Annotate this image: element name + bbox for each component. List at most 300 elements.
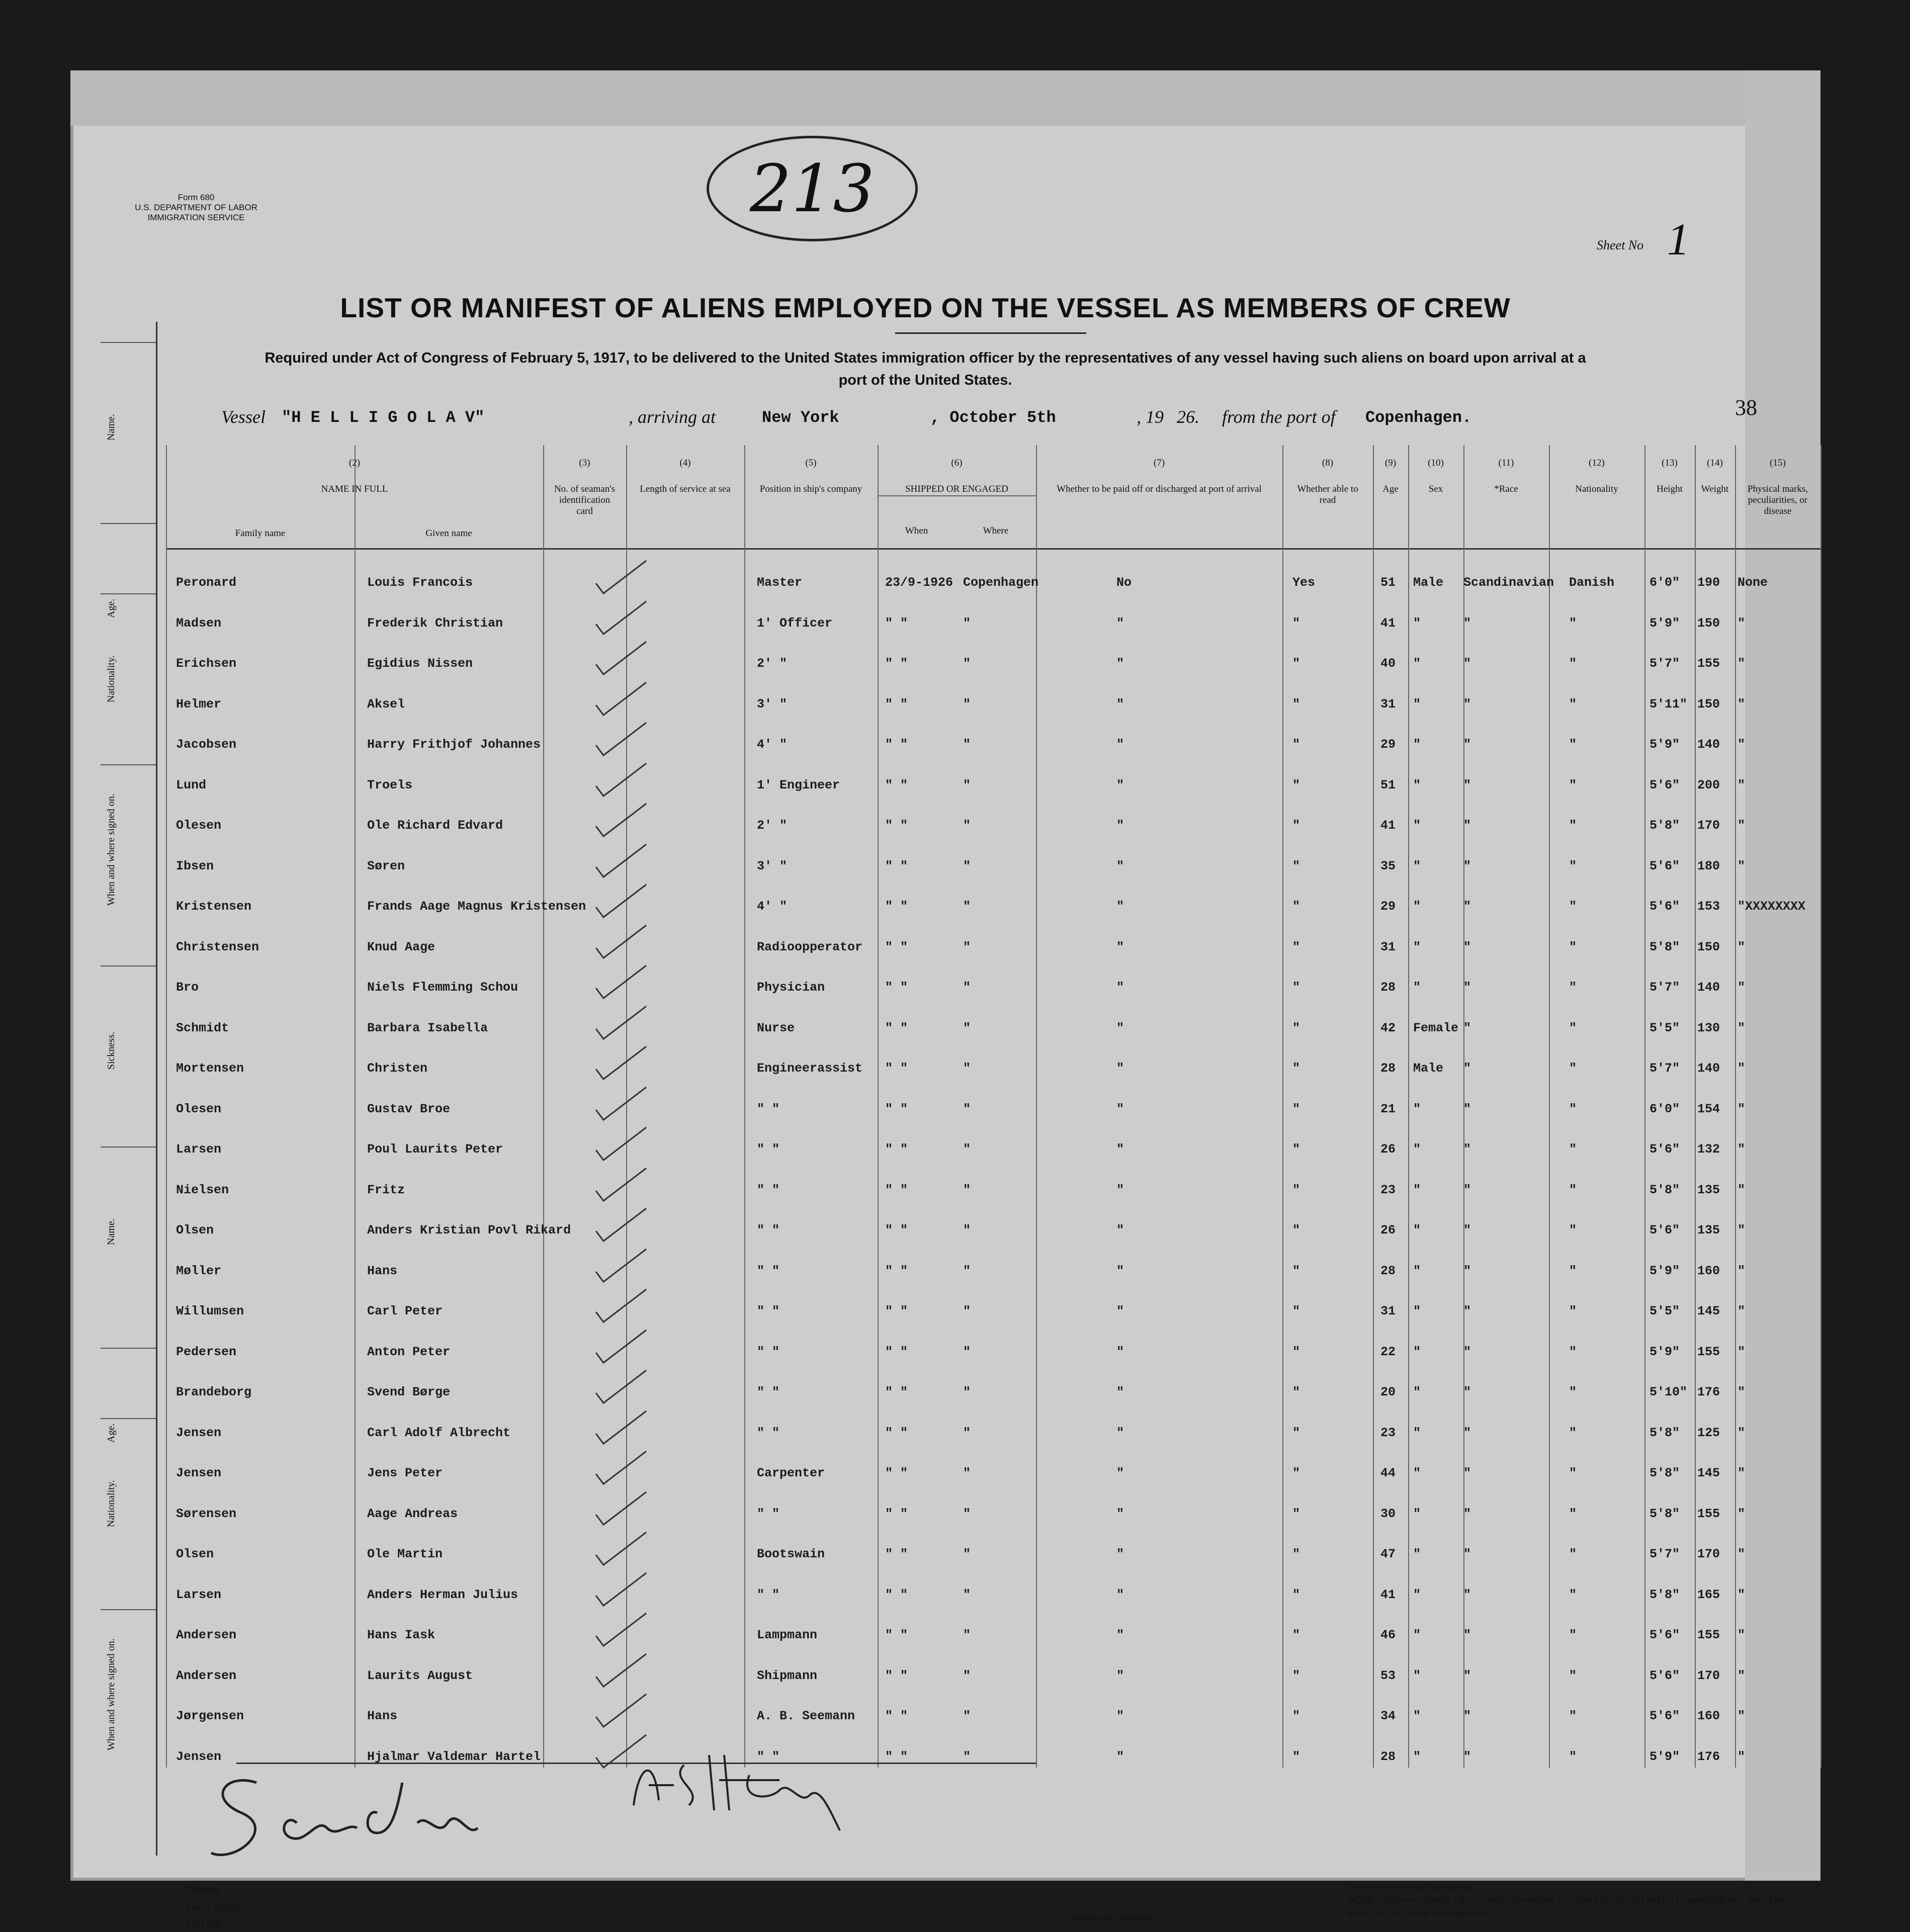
cell-paid: " <box>1116 818 1124 833</box>
cell-where: " <box>963 818 971 833</box>
cell-position: Shipmann <box>757 1668 818 1683</box>
strip-divider <box>101 965 156 967</box>
cell-read: " <box>1292 1263 1300 1278</box>
column-header <box>1695 458 1735 495</box>
cell-height: 5'7" <box>1649 656 1680 671</box>
check-mark-icon <box>593 1489 649 1530</box>
table-row <box>166 568 1820 598</box>
cell-nat: " <box>1569 1628 1577 1642</box>
cell-weight: 180 <box>1697 858 1720 873</box>
cell-weight: 155 <box>1697 1506 1720 1521</box>
cell-read: " <box>1292 980 1300 995</box>
cell-sex: " <box>1413 1628 1421 1642</box>
cell-age: 30 <box>1380 1506 1396 1521</box>
cell-age: 41 <box>1380 1587 1396 1602</box>
cell-family: Brandeborg <box>176 1385 252 1399</box>
cell-nat: " <box>1569 818 1577 833</box>
cell-family: Lund <box>176 777 207 793</box>
page-title: LIST OR MANIFEST OF ALIENS EMPLOYED ON THE VESSEL AS MEMBERS OF CREW <box>340 292 1511 323</box>
cell-nat: " <box>1569 1061 1577 1076</box>
cell-given: Aage Andreas <box>367 1506 458 1521</box>
cell-height: 5'9" <box>1649 737 1680 752</box>
cell-height: 5'6" <box>1649 1709 1680 1723</box>
subtitle-line-2: port of the United States. <box>838 372 1012 388</box>
cell-given: Harry Frithjof Johannes <box>367 737 541 752</box>
cell-height: 5'6" <box>1649 1223 1680 1238</box>
check-mark-icon <box>593 1247 649 1287</box>
cell-weight: 155 <box>1697 656 1720 671</box>
column-label: Weight <box>1701 484 1729 494</box>
cell-where: " <box>963 1101 971 1116</box>
cell-nat: " <box>1569 1182 1577 1197</box>
table-row <box>166 1419 1820 1449</box>
strip-divider <box>101 1348 156 1349</box>
column-number: (13) <box>1662 458 1678 468</box>
cell-race: " <box>1463 656 1471 671</box>
cell-height: 5'8" <box>1649 939 1680 954</box>
cell-race: " <box>1463 1223 1471 1238</box>
cell-marks: " <box>1738 1223 1746 1238</box>
cell-read: " <box>1292 858 1300 873</box>
title-rule <box>895 332 1086 334</box>
cell-where: " <box>963 1061 971 1076</box>
cell-nat: " <box>1569 1587 1577 1602</box>
column-header <box>1036 458 1282 495</box>
cell-given: Poul Laurits Peter <box>367 1142 503 1157</box>
cell-age: 51 <box>1380 575 1396 590</box>
cell-weight: 130 <box>1697 1020 1720 1035</box>
cell-read: " <box>1292 1304 1300 1319</box>
column-label: Length of service at sea <box>640 484 731 494</box>
cell-when: " " <box>885 1506 908 1521</box>
check-mark-icon <box>593 680 649 720</box>
cell-where: Copenhagen <box>963 575 1039 590</box>
cell-when: " " <box>885 1061 908 1076</box>
check-mark-icon <box>593 1409 649 1449</box>
cell-where: " <box>963 1142 971 1157</box>
column-header <box>1373 458 1408 495</box>
cell-position: " " <box>757 1425 780 1440</box>
cell-where: " <box>963 1020 971 1035</box>
cell-marks: " <box>1738 1547 1746 1561</box>
column-label: No. of seaman's identification card <box>554 484 616 516</box>
cell-age: 23 <box>1380 1182 1396 1197</box>
table-row <box>166 1338 1820 1368</box>
cell-race: " <box>1463 1020 1471 1035</box>
cell-nat: " <box>1569 1385 1577 1399</box>
cell-sex: " <box>1413 1344 1421 1359</box>
cell-nat: " <box>1569 656 1577 671</box>
sheet-number <box>1597 214 1690 266</box>
cell-race: " <box>1463 1304 1471 1319</box>
cell-weight: 150 <box>1697 696 1720 712</box>
cell-family: Olsen <box>176 1223 214 1238</box>
cell-where: " <box>963 616 971 631</box>
cell-when: " " <box>885 1020 908 1035</box>
strip-label-4: Sickness. <box>106 1032 117 1070</box>
cell-nat: " <box>1569 1506 1577 1521</box>
cell-position: " " <box>757 1223 780 1238</box>
cell-nat: " <box>1569 1304 1577 1319</box>
cell-read: " <box>1292 1709 1300 1723</box>
cell-given: Hans <box>367 1263 398 1278</box>
column-number: (7) <box>1153 458 1165 468</box>
cell-race: " <box>1463 939 1471 954</box>
cell-nat: " <box>1569 737 1577 752</box>
cell-marks: " <box>1738 1587 1746 1602</box>
cell-sex: " <box>1413 1304 1421 1319</box>
circled-number-text: 213 <box>749 150 875 227</box>
cell-height: 5'7" <box>1649 1547 1680 1561</box>
cell-given: Carl Peter <box>367 1304 443 1319</box>
cell-read: " <box>1292 1668 1300 1683</box>
cell-race: " <box>1463 1061 1471 1076</box>
cell-weight: 135 <box>1697 1182 1720 1197</box>
strip-label-5: Name. <box>106 1218 117 1246</box>
table-row <box>166 1054 1820 1084</box>
cell-family: Mortensen <box>176 1061 244 1076</box>
cell-weight: 160 <box>1697 1263 1720 1278</box>
cell-race: Scandinavian <box>1463 575 1554 590</box>
cell-age: 42 <box>1380 1020 1396 1035</box>
cell-position: Bootswain <box>757 1547 825 1561</box>
cell-height: 5'6" <box>1649 1668 1680 1683</box>
cell-height: 5'11" <box>1649 696 1688 712</box>
cell-race: " <box>1463 980 1471 995</box>
cell-paid: " <box>1116 1142 1124 1157</box>
column-number: (6) <box>951 458 963 468</box>
cell-sex: " <box>1413 1263 1421 1278</box>
cell-when: " " <box>885 1385 908 1399</box>
column-number: (11) <box>1498 458 1514 468</box>
table-row <box>166 1580 1820 1611</box>
cell-position: A. B. Seemann <box>757 1709 855 1723</box>
cell-where: " <box>963 1668 971 1683</box>
cell-sex: " <box>1413 1182 1421 1197</box>
check-mark-icon <box>593 1166 649 1206</box>
cell-age: 51 <box>1380 777 1396 793</box>
cell-marks: " <box>1738 858 1746 873</box>
check-mark-icon <box>593 1651 649 1692</box>
check-mark-icon <box>593 558 649 598</box>
cell-when: " " <box>885 1587 908 1602</box>
column-header <box>744 458 878 495</box>
cell-race: " <box>1463 616 1471 631</box>
strip-divider <box>101 342 156 343</box>
cell-when: " " <box>885 818 908 833</box>
cell-position: 3' " <box>757 858 788 873</box>
cell-age: 35 <box>1380 858 1396 873</box>
cell-when: " " <box>885 1344 908 1359</box>
cell-sex: " <box>1413 980 1421 995</box>
cell-age: 20 <box>1380 1385 1396 1399</box>
table-row <box>166 1540 1820 1570</box>
cell-read: " <box>1292 1385 1300 1399</box>
table-row <box>166 1621 1820 1651</box>
shipped-subheader-rule <box>878 495 1036 496</box>
cell-nat: " <box>1569 1263 1577 1278</box>
cell-given: Hans Iask <box>367 1628 436 1642</box>
cell-where: " <box>963 1547 971 1561</box>
column-header <box>878 525 956 537</box>
cell-read: " <box>1292 939 1300 954</box>
table-row <box>166 1661 1820 1692</box>
cell-read: " <box>1292 1101 1300 1116</box>
cell-when: " " <box>885 1223 908 1238</box>
table-row <box>166 771 1820 801</box>
cell-where: " <box>963 1385 971 1399</box>
cell-race: " <box>1463 1587 1471 1602</box>
cell-weight: 140 <box>1697 737 1720 752</box>
cell-when: " " <box>885 1263 908 1278</box>
cell-read: " <box>1292 1587 1300 1602</box>
cell-race: " <box>1463 858 1471 873</box>
column-header <box>543 458 626 517</box>
cell-nat: " <box>1569 1547 1577 1561</box>
cell-age: 46 <box>1380 1628 1396 1642</box>
cell-family: Christensen <box>176 939 259 954</box>
cell-sex: " <box>1413 1223 1421 1238</box>
cell-height: 5'9" <box>1649 1263 1680 1278</box>
cell-marks: " <box>1738 818 1746 833</box>
column-label: SHIPPED OR ENGAGED <box>905 484 1008 494</box>
column-header <box>878 458 1036 495</box>
header-rule <box>166 548 1820 550</box>
cell-paid: " <box>1116 1506 1124 1521</box>
cell-nat: " <box>1569 777 1577 793</box>
check-mark-icon <box>593 923 649 963</box>
cell-given: Søren <box>367 858 405 873</box>
arrival-port: New York <box>762 408 839 427</box>
cell-sex: " <box>1413 696 1421 712</box>
column-divider <box>1820 445 1821 1768</box>
cell-when: " " <box>885 1142 908 1157</box>
cell-marks: " <box>1738 1263 1746 1278</box>
page-number: 38 <box>1735 395 1757 420</box>
cell-given: Anton Peter <box>367 1344 451 1359</box>
inspector-signature-image <box>619 1735 920 1835</box>
cell-nat: " <box>1569 1425 1577 1440</box>
cell-sex: " <box>1413 777 1421 793</box>
cell-race: " <box>1463 1425 1471 1440</box>
vessel-name: "H E L L I G O L A V" <box>282 408 485 427</box>
check-mark-icon <box>593 1328 649 1368</box>
strip-divider <box>101 523 156 524</box>
cell-given: Knud Aage <box>367 939 436 954</box>
cell-weight: 132 <box>1697 1142 1720 1157</box>
cell-family: Kristensen <box>176 899 252 914</box>
cell-height: 5'9" <box>1649 1344 1680 1359</box>
cell-read: " <box>1292 1506 1300 1521</box>
cell-weight: 165 <box>1697 1587 1720 1602</box>
cell-nat: " <box>1569 696 1577 712</box>
table-row <box>166 892 1820 922</box>
cell-age: 28 <box>1380 980 1396 995</box>
cell-position: " " <box>757 1101 780 1116</box>
cell-position: 3' " <box>757 696 788 712</box>
cell-when: " " <box>885 1628 908 1642</box>
cell-when: " " <box>885 737 908 752</box>
cell-family: Helmer <box>176 696 222 712</box>
cell-given: Frederik Christian <box>367 616 503 631</box>
cell-when: " " <box>885 1466 908 1480</box>
cell-weight: 190 <box>1697 575 1720 590</box>
cell-marks: " <box>1738 1466 1746 1480</box>
check-mark-icon <box>593 882 649 922</box>
cell-weight: 176 <box>1697 1749 1720 1764</box>
cell-family: Jensen <box>176 1425 222 1440</box>
year-suffix: 26. <box>1177 407 1199 427</box>
cell-paid: " <box>1116 1304 1124 1319</box>
cell-age: 44 <box>1380 1466 1396 1480</box>
table-row <box>166 1257 1820 1287</box>
cell-weight: 170 <box>1697 1547 1720 1561</box>
cell-given: Frands Aage Magnus Kristensen <box>367 899 586 914</box>
cell-age: 53 <box>1380 1668 1396 1683</box>
check-mark-icon <box>593 1004 649 1044</box>
strip-label-0: Name. <box>106 414 117 441</box>
cell-paid: " <box>1116 1101 1124 1116</box>
cell-where: " <box>963 899 971 914</box>
cell-given: Laurits August <box>367 1668 473 1683</box>
cell-marks: " <box>1738 1304 1746 1319</box>
cell-where: " <box>963 1344 971 1359</box>
form-code: 14-1240. <box>186 1917 224 1929</box>
cell-marks: " <box>1738 1061 1746 1076</box>
cell-height: 5'9" <box>1649 1749 1680 1764</box>
cell-sex: Female <box>1413 1020 1459 1035</box>
cell-sex: Male <box>1413 575 1444 590</box>
column-header <box>956 525 1036 537</box>
cell-weight: 150 <box>1697 616 1720 631</box>
cell-sex: " <box>1413 737 1421 752</box>
column-number: (10) <box>1428 458 1444 468</box>
cell-position: 4' " <box>757 737 788 752</box>
check-mark-icon <box>593 1692 649 1732</box>
column-label: When <box>905 525 928 536</box>
cell-height: 5'8" <box>1649 1182 1680 1197</box>
cell-weight: 160 <box>1697 1709 1720 1723</box>
cell-height: 5'8" <box>1649 1425 1680 1440</box>
column-number: (12) <box>1589 458 1605 468</box>
column-header <box>626 458 744 495</box>
cell-sex: " <box>1413 818 1421 833</box>
column-label: Whether to be paid off or discharged at port of arrival <box>1057 484 1262 494</box>
cell-when: " " <box>885 1749 908 1764</box>
cell-height: 5'8" <box>1649 1587 1680 1602</box>
column-number: (3) <box>579 458 590 468</box>
cell-weight: 155 <box>1697 1628 1720 1642</box>
cell-when: " " <box>885 1182 908 1197</box>
cell-nat: " <box>1569 1223 1577 1238</box>
table-row <box>166 1702 1820 1732</box>
cell-marks: " <box>1738 939 1746 954</box>
cell-paid: " <box>1116 656 1124 671</box>
year-prefix: , 19 <box>1137 407 1164 427</box>
cell-where: " <box>963 1506 971 1521</box>
cell-read: " <box>1292 1344 1300 1359</box>
cell-age: 41 <box>1380 818 1396 833</box>
table-row <box>166 649 1820 679</box>
cell-paid: " <box>1116 1263 1124 1278</box>
cell-given: Egidius Nissen <box>367 656 473 671</box>
column-number: (5) <box>805 458 817 468</box>
cell-position: " " <box>757 1587 780 1602</box>
cell-given: Gustav Broe <box>367 1101 451 1116</box>
cell-position: 2' " <box>757 818 788 833</box>
subtitle-line-1: Required under Act of Congress of February 5, 1917, to be delivered to the United States immigration officer by the representatives of any vessel having such aliens on board upon arrival at a <box>265 350 1586 366</box>
cell-marks: " <box>1738 1020 1746 1035</box>
cell-family: Jørgensen <box>176 1709 244 1723</box>
cell-paid: " <box>1116 1061 1124 1076</box>
cell-sex: " <box>1413 1668 1421 1683</box>
cell-where: " <box>963 1587 971 1602</box>
cell-age: 28 <box>1380 1749 1396 1764</box>
cell-height: 5'8" <box>1649 818 1680 833</box>
strip-divider <box>101 1147 156 1148</box>
cell-read: " <box>1292 737 1300 752</box>
cell-race: " <box>1463 1101 1471 1116</box>
strip-label-3: When and where signed on. <box>106 794 117 906</box>
cell-family: Jacobsen <box>176 737 237 752</box>
cell-position: " " <box>757 1304 780 1319</box>
cell-race: " <box>1463 1385 1471 1399</box>
cell-position: Nurse <box>757 1020 795 1035</box>
cell-when: " " <box>885 1101 908 1116</box>
check-mark-icon <box>593 1530 649 1570</box>
cell-paid: " <box>1116 737 1124 752</box>
cell-marks: " <box>1738 1628 1746 1642</box>
column-header <box>1644 458 1695 495</box>
cell-read: " <box>1292 818 1300 833</box>
check-mark-icon <box>593 761 649 801</box>
check-mark-icon <box>593 1044 649 1084</box>
cell-marks: " <box>1738 1101 1746 1116</box>
page-top-band <box>70 70 1820 126</box>
cell-weight: 140 <box>1697 980 1720 995</box>
cell-marks: " <box>1738 696 1746 712</box>
cell-when: " " <box>885 777 908 793</box>
cell-given: Louis Francois <box>367 575 473 590</box>
cell-race: " <box>1463 1628 1471 1642</box>
cell-age: 29 <box>1380 899 1396 914</box>
footer-note-penalty: NOTE.—Failure to furnish full or correct information in columns (2), (5), (6) and (7) is punishable by a fine of ten dollars for each alien. See other side. <box>1348 1895 1787 1918</box>
cell-position: " " <box>757 1182 780 1197</box>
check-mark-icon <box>593 1368 649 1408</box>
cell-paid: " <box>1116 1749 1124 1764</box>
footer-note <box>1348 1881 1800 1920</box>
cell-race: " <box>1463 1466 1471 1480</box>
cell-marks: "XXXXXXXX <box>1738 899 1806 914</box>
check-mark-icon <box>593 963 649 1003</box>
cell-marks: " <box>1738 1344 1746 1359</box>
column-number: (15) <box>1770 458 1786 468</box>
cell-marks: " <box>1738 1385 1746 1399</box>
cell-when: " " <box>885 1547 908 1561</box>
cell-family: Olesen <box>176 1101 222 1116</box>
column-label: Height <box>1657 484 1683 494</box>
cell-age: 31 <box>1380 939 1396 954</box>
strip-label-8: When and where signed on. <box>106 1638 117 1751</box>
arriving-label: , arriving at <box>629 407 716 427</box>
cell-where: " <box>963 1425 971 1440</box>
cell-where: " <box>963 858 971 873</box>
cell-given: Jens Peter <box>367 1466 443 1480</box>
footer-left <box>186 1881 242 1932</box>
departure-port: Copenhagen. <box>1365 408 1472 427</box>
table-row <box>166 933 1820 963</box>
cell-when: " " <box>885 939 908 954</box>
